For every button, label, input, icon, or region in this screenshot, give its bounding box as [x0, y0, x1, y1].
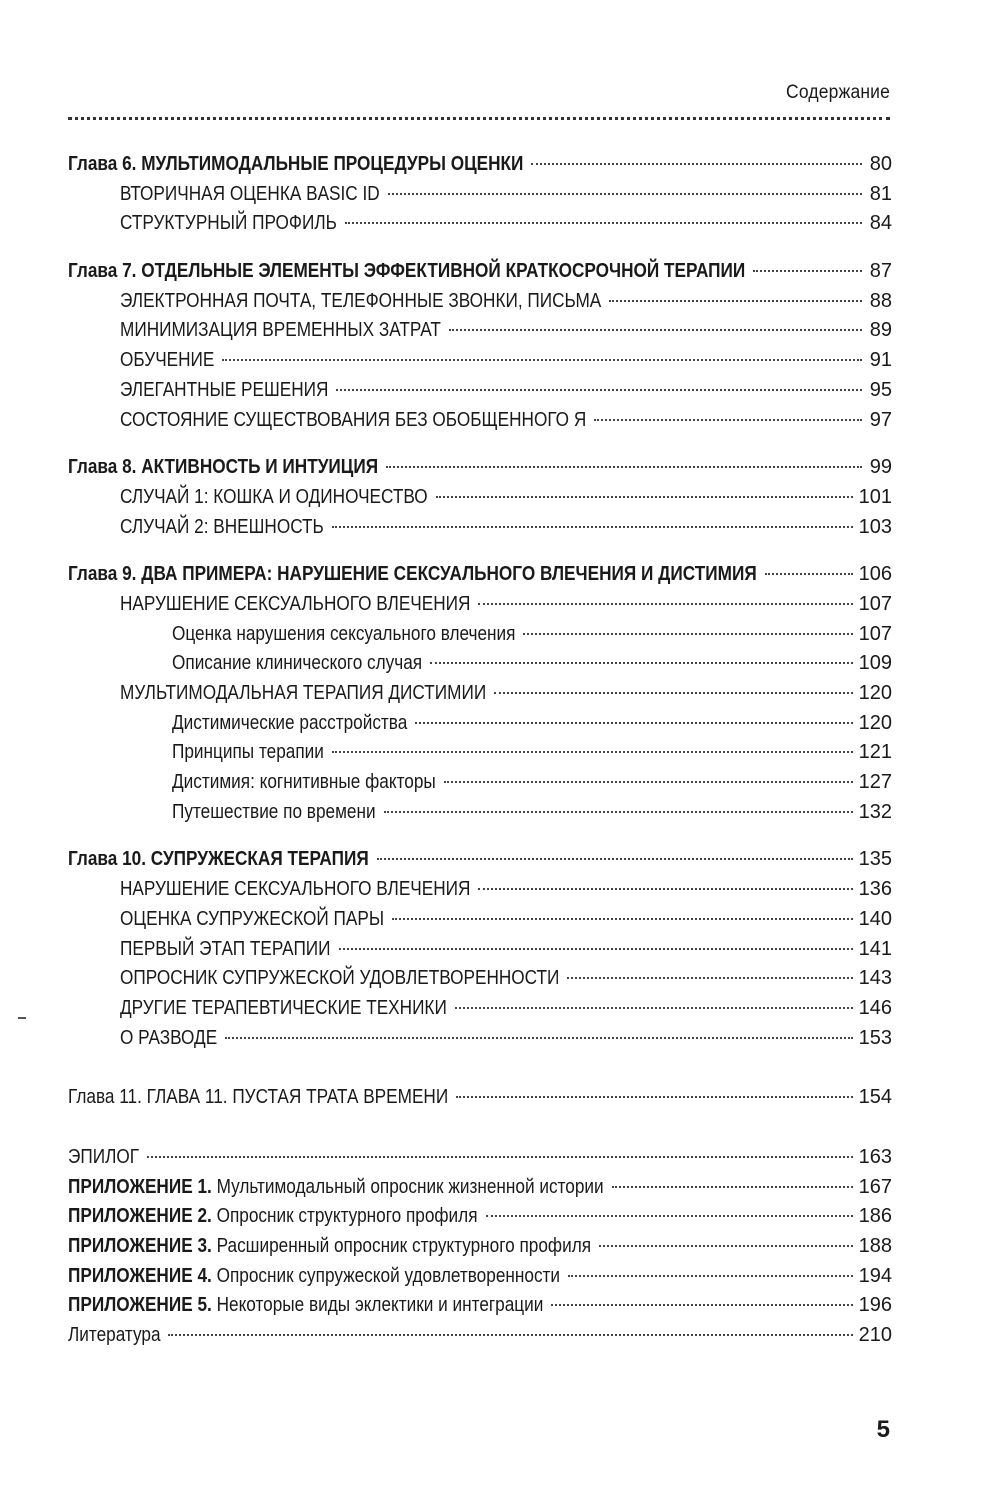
toc-entry-label: Описание клинического случая [172, 652, 423, 675]
toc-leader-dots [567, 977, 852, 979]
toc-leader-dots [478, 888, 852, 890]
toc-page-number: 109 [858, 652, 892, 675]
table-of-contents [68, 150, 892, 1351]
toc-entry-label: Некоторые виды эклектики и интеграции [211, 1294, 544, 1317]
toc-leader-dots [456, 1096, 852, 1098]
toc-entry [68, 376, 892, 406]
toc-entry-bold-label: ПРИЛОЖЕНИЕ 5. [68, 1294, 212, 1317]
toc-leader-dots [753, 270, 862, 272]
toc-entry [68, 994, 892, 1024]
toc-page-number: 88 [869, 289, 892, 312]
toc-entry [68, 768, 892, 798]
toc-page-number: 163 [858, 1145, 892, 1168]
toc-page-number: 81 [869, 182, 892, 205]
toc-entry-title [68, 1173, 604, 1203]
toc-entry-label: Путешествие по времени [172, 800, 376, 823]
toc-entry-label: СЛУЧАЙ 1: КОШКА И ОДИНОЧЕСТВО [120, 485, 428, 508]
toc-entry-title [120, 483, 428, 513]
toc-entry-label: Мультимодальный опросник жизненной истории [211, 1175, 604, 1198]
toc-entry-title [172, 709, 407, 739]
toc-entry-label: Дистимия: когнитивные факторы [172, 771, 436, 794]
toc-entry [68, 346, 892, 376]
toc-leader-dots [222, 359, 862, 361]
toc-entry-title [172, 649, 422, 679]
toc-entry [68, 316, 892, 346]
toc-page-number: 107 [858, 592, 892, 615]
toc-leader-dots [486, 1215, 853, 1217]
toc-entry-title [68, 845, 369, 875]
toc-page-number: 99 [869, 456, 892, 479]
toc-leader-dots [765, 573, 853, 575]
toc-entry [68, 180, 892, 210]
toc-entry [68, 1083, 892, 1113]
toc-entry [68, 513, 892, 543]
toc-entry-title [172, 768, 436, 798]
toc-page-number: 91 [869, 349, 892, 372]
toc-entry-label: Литература [68, 1324, 161, 1347]
toc-entry [68, 1291, 892, 1321]
toc-entry [68, 875, 892, 905]
toc-leader-dots [384, 811, 853, 813]
toc-entry-bold-label: Глава 10. СУПРУЖЕСКАЯ ТЕРАПИЯ [68, 848, 369, 871]
toc-entry [68, 406, 892, 436]
toc-entry-label: Расширенный опросник структурного профиля [211, 1235, 592, 1257]
toc-page-number: 120 [858, 711, 892, 734]
toc-entry [68, 560, 892, 590]
toc-entry [68, 649, 892, 679]
toc-entry-label: МИНИМИЗАЦИЯ ВРЕМЕННЫХ ЗАТРАТ [120, 319, 441, 342]
toc-page-number: 153 [858, 1026, 892, 1049]
toc-entry [68, 1321, 892, 1351]
toc-page-number: 196 [858, 1294, 892, 1317]
toc-entry-title [68, 150, 523, 180]
toc-entry [68, 905, 892, 935]
toc-entry [68, 1232, 892, 1262]
toc-entry-title [120, 209, 337, 239]
toc-entry-title [68, 1232, 591, 1262]
toc-entry-title [68, 257, 745, 287]
toc-page-number: 107 [858, 622, 892, 645]
dotted-rule [68, 117, 890, 120]
toc-entry-title [68, 453, 378, 483]
toc-page-number: 146 [858, 996, 892, 1019]
toc-leader-dots [430, 662, 853, 664]
toc-entry-label: Дистимические расстройства [172, 711, 408, 734]
toc-page-number: 186 [858, 1205, 892, 1228]
toc-page-number: 188 [858, 1235, 892, 1257]
toc-leader-dots [377, 858, 853, 860]
toc-leader-dots [392, 918, 853, 920]
toc-entry-title [120, 590, 470, 620]
toc-leader-dots [436, 496, 853, 498]
toc-entry-label: МУЛЬТИМОДАЛЬНАЯ ТЕРАПИЯ ДИСТИМИИ [120, 682, 487, 704]
toc-leader-dots [609, 300, 862, 302]
toc-page-number: 194 [858, 1264, 892, 1287]
toc-leader-dots [339, 948, 853, 950]
margin-mark [18, 1017, 26, 1019]
toc-page-number: 140 [858, 907, 892, 930]
toc-entry-title [120, 935, 331, 965]
toc-entry-title [172, 738, 324, 768]
toc-entry-bold-label: ПРИЛОЖЕНИЕ 1. [68, 1175, 212, 1198]
toc-entry-title [68, 560, 757, 590]
toc-entry-title [68, 1083, 448, 1113]
running-head: Содержание [785, 82, 890, 103]
toc-leader-dots [531, 163, 862, 165]
toc-entry-title [68, 1321, 161, 1351]
toc-leader-dots [415, 722, 852, 724]
toc-entry-label: ВТОРИЧНАЯ ОЦЕНКА BASIC ID [120, 182, 380, 205]
toc-entry-label: ЭЛЕКТРОННАЯ ПОЧТА, ТЕЛЕФОННЫЕ ЗВОНКИ, ПИСЬМА [120, 289, 602, 312]
toc-page-number: 95 [869, 378, 892, 401]
toc-entry-title [68, 1291, 543, 1321]
toc-leader-dots [449, 329, 862, 331]
toc-entry-title [120, 316, 441, 346]
toc-entry-label: НАРУШЕНИЕ СЕКСУАЛЬНОГО ВЛЕЧЕНИЯ [120, 592, 471, 615]
toc-leader-dots [345, 222, 862, 224]
toc-page-number: 80 [869, 153, 892, 175]
toc-leader-dots [523, 633, 852, 635]
toc-entry-title [120, 994, 447, 1024]
toc-page-number: 89 [869, 319, 892, 342]
toc-entry [68, 964, 892, 994]
toc-leader-dots [225, 1037, 852, 1039]
toc-page-number: 154 [858, 1086, 892, 1109]
toc-leader-dots [494, 692, 852, 694]
toc-entry [68, 935, 892, 965]
toc-entry-title [172, 620, 515, 650]
toc-entry [68, 257, 892, 287]
toc-entry [68, 590, 892, 620]
toc-leader-dots [551, 1304, 852, 1306]
toc-page-number: 127 [858, 771, 892, 794]
toc-entry-title [120, 346, 214, 376]
toc-entry [68, 798, 892, 828]
toc-entry [68, 845, 892, 875]
toc-page-number: 106 [858, 563, 892, 586]
toc-entry-title [68, 1143, 139, 1173]
toc-entry-title [120, 287, 601, 317]
toc-entry [68, 1143, 892, 1173]
toc-entry-bold-label: ПРИЛОЖЕНИЕ 2. [68, 1205, 212, 1228]
toc-entry-title [120, 376, 328, 406]
toc-entry-label: ЭЛЕГАНТНЫЕ РЕШЕНИЯ [120, 378, 329, 401]
toc-leader-dots [594, 419, 862, 421]
toc-entry-bold-label: Глава 9. ДВА ПРИМЕРА: НАРУШЕНИЕ СЕКСУАЛЬНОГО ВЛЕЧЕНИЯ И ДИСТИМИЯ [68, 563, 757, 586]
toc-entry-bold-label: Глава 6. МУЛЬТИМОДАЛЬНЫЕ ПРОЦЕДУРЫ ОЦЕНКИ [68, 153, 524, 175]
toc-leader-dots [568, 1275, 853, 1277]
toc-page-number: 141 [858, 937, 892, 960]
toc-leader-dots [332, 751, 853, 753]
toc-page-number: 87 [869, 260, 892, 283]
toc-leader-dots [147, 1156, 853, 1158]
toc-entry-label: Глава 11. ГЛАВА 11. ПУСТАЯ ТРАТА ВРЕМЕНИ [68, 1086, 449, 1109]
toc-entry-title [68, 1202, 478, 1232]
toc-entry [68, 1202, 892, 1232]
toc-entry-bold-label: Глава 7. ОТДЕЛЬНЫЕ ЭЛЕМЕНТЫ ЭФФЕКТИВНОЙ КРАТКОСРОЧНОЙ ТЕРАПИИ [68, 260, 746, 283]
toc-entry-title [172, 798, 376, 828]
toc-page-number: 103 [858, 515, 892, 538]
toc-entry-bold-label: Глава 8. АКТИВНОСТЬ И ИНТУИЦИЯ [68, 456, 379, 479]
toc-entry [68, 1173, 892, 1203]
toc-entry-bold-label: ПРИЛОЖЕНИЕ 4. [68, 1264, 212, 1287]
toc-entry [68, 209, 892, 239]
toc-page-number: 132 [858, 800, 892, 823]
toc-entry-label: СОСТОЯНИЕ СУЩЕСТВОВАНИЯ БЕЗ ОБОБЩЕННОГО Я [120, 408, 587, 431]
toc-entry-label: НАРУШЕНИЕ СЕКСУАЛЬНОГО ВЛЕЧЕНИЯ [120, 878, 471, 901]
toc-entry-title [120, 406, 586, 436]
page-number: 5 [876, 1416, 890, 1443]
toc-page-number: 167 [858, 1175, 892, 1198]
toc-page-number: 210 [858, 1324, 892, 1347]
toc-leader-dots [332, 526, 853, 528]
toc-entry-label: СТРУКТУРНЫЙ ПРОФИЛЬ [120, 212, 337, 235]
toc-leader-dots [386, 466, 862, 468]
toc-entry-title [120, 964, 559, 994]
toc-entry-label: ОЦЕНКА СУПРУЖЕСКОЙ ПАРЫ [120, 907, 385, 930]
toc-page-number: 121 [858, 741, 892, 764]
toc-page-number: 84 [869, 212, 892, 235]
toc-page-number: 136 [858, 878, 892, 901]
toc-entry-label: ДРУГИЕ ТЕРАПЕВТИЧЕСКИЕ ТЕХНИКИ [120, 996, 447, 1019]
toc-entry-bold-label: ПРИЛОЖЕНИЕ 3. [68, 1235, 212, 1257]
toc-entry-title [120, 180, 380, 210]
toc-leader-dots [478, 603, 852, 605]
toc-page-number: 97 [869, 408, 892, 431]
toc-entry-label: ПЕРВЫЙ ЭТАП ТЕРАПИИ [120, 937, 331, 960]
toc-leader-dots [168, 1334, 852, 1336]
toc-leader-dots [599, 1245, 853, 1247]
toc-entry-label: ОБУЧЕНИЕ [120, 349, 215, 372]
toc-entry-title [120, 513, 324, 543]
toc-page-number: 101 [858, 485, 892, 508]
toc-entry [68, 679, 892, 709]
toc-leader-dots [455, 1007, 853, 1009]
toc-entry-label: Принципы терапии [172, 741, 324, 764]
toc-entry [68, 620, 892, 650]
toc-entry-title [68, 1262, 560, 1292]
toc-entry-label: Оценка нарушения сексуального влечения [172, 622, 516, 645]
toc-leader-dots [612, 1186, 853, 1188]
toc-entry-title [120, 905, 384, 935]
toc-leader-dots [444, 781, 853, 783]
toc-entry [68, 483, 892, 513]
toc-page-number: 135 [858, 848, 892, 871]
toc-entry [68, 287, 892, 317]
toc-entry [68, 453, 892, 483]
toc-entry [68, 738, 892, 768]
toc-entry-label: ЭПИЛОГ [68, 1145, 140, 1168]
toc-leader-dots [336, 389, 862, 391]
toc-entry [68, 1024, 892, 1054]
toc-entry-title [120, 1024, 217, 1054]
toc-entry [68, 709, 892, 739]
toc-entry-label: ОПРОСНИК СУПРУЖЕСКОЙ УДОВЛЕТВОРЕННОСТИ [120, 967, 560, 990]
toc-entry-label: Опросник структурного профиля [211, 1205, 478, 1228]
toc-leader-dots [388, 193, 862, 195]
toc-entry [68, 150, 892, 180]
toc-entry-title [120, 875, 470, 905]
toc-page-number: 143 [858, 967, 892, 990]
toc-entry [68, 1262, 892, 1292]
toc-page-number: 120 [858, 682, 892, 704]
toc-entry-title [120, 679, 486, 709]
toc-entry-label: Опросник супружеской удовлетворенности [211, 1264, 561, 1287]
toc-entry-label: О РАЗВОДЕ [120, 1026, 218, 1049]
toc-entry-label: СЛУЧАЙ 2: ВНЕШНОСТЬ [120, 515, 324, 538]
